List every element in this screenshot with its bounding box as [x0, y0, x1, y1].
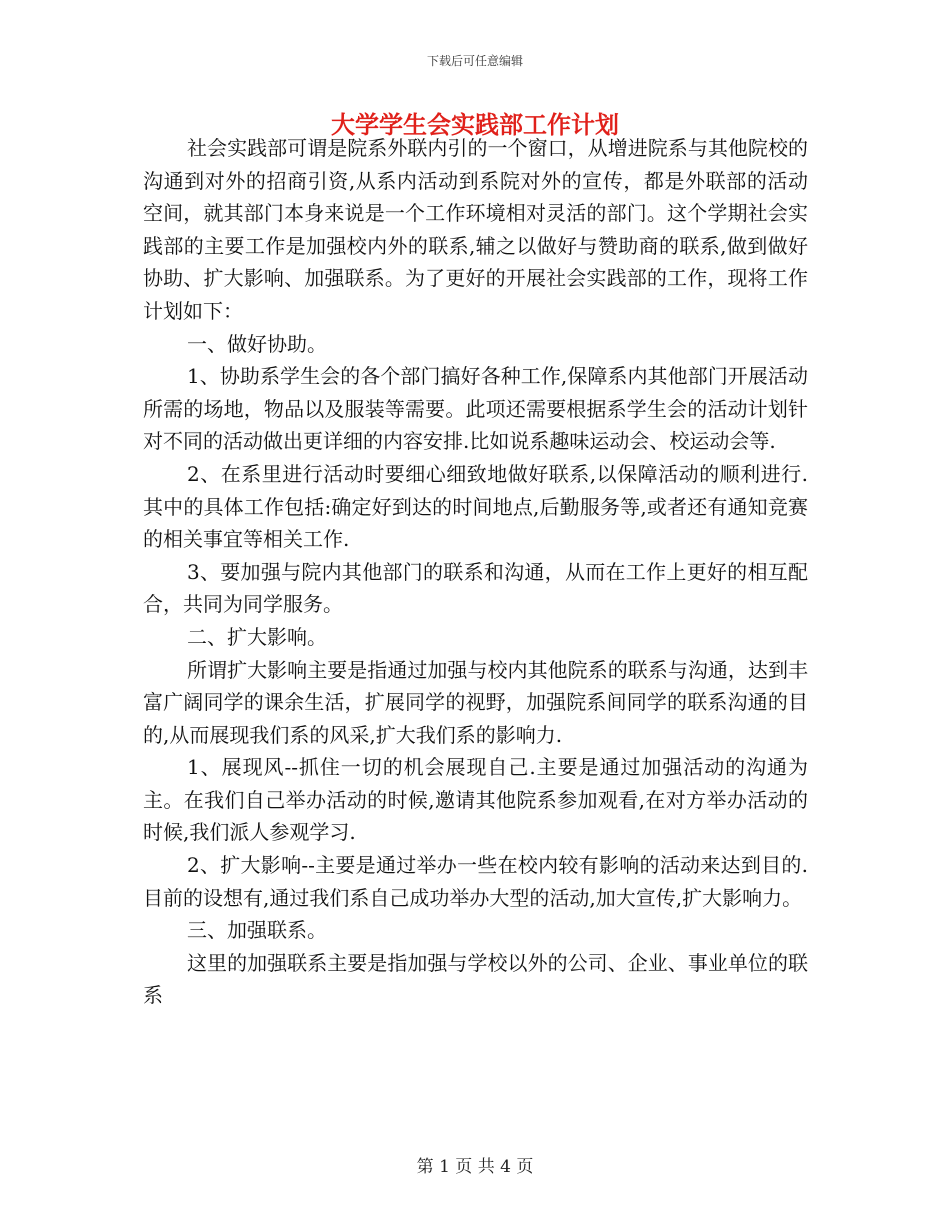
paragraph-1-1: 1、协助系学生会的各个部门搞好各种工作,保障系内其他部门开展活动所需的场地，物品以及服装等需要。此项还需要根据系学生会的活动计划针对不同的活动做出更详细的内容安排.比如说系趣味运动会、校运动会等. — [143, 364, 808, 454]
section-heading-3: 三、加强联系。 — [187, 918, 327, 943]
paragraph-3-intro: 这里的加强联系主要是指加强与学校以外的公司、企业、事业单位的联系 — [143, 950, 808, 1008]
paragraph-intro: 社会实践部可谓是院系外联内引的一个窗口，从增进院系与其他院校的沟通到对外的招商引资,从系内活动到系院对外的宣传，都是外联部的活动空间，就其部门本身来说是一个工作环境相对灵活的部门。这个学期社会实践部的主要工作是加强校内外的联系,辅之以做好与赞助商的联系,做到做好协助、扩大影响、加强联系。为了更好的开展社会实践部的工作，现将工作计划如下： — [143, 136, 808, 323]
document-body — [143, 132, 808, 1012]
document-title: 大学学生会实践部工作计划 — [331, 110, 619, 139]
section-heading-1: 一、做好协助。 — [187, 331, 327, 356]
paragraph-1-3: 3、要加强与院内其他部门的联系和沟通，从而在工作上更好的相互配合，共同为同学服务。 — [143, 559, 808, 617]
paragraph-2-1: 1、展现风--抓住一切的机会展现自己.主要是通过加强活动的沟通为主。在我们自己举办活动的时候,邀请其他院系参加观看,在对方举办活动的时候,我们派人参观学习. — [143, 755, 808, 845]
header-note: 下载后可任意编辑 — [426, 54, 523, 68]
paragraph-2-2: 2、扩大影响--主要是通过举办一些在校内较有影响的活动来达到目的.目前的设想有,通过我们系自己成功举办大型的活动,加大宣传,扩大影响力。 — [143, 853, 808, 910]
page-footer: 第 1 页 共 4 页 — [416, 1157, 534, 1177]
section-heading-2: 二、扩大影响。 — [187, 624, 327, 649]
paragraph-1-2: 2、在系里进行活动时要细心细致地做好联系,以保障活动的顺利进行.其中的具体工作包括:确定好到达的时间地点,后勤服务等,或者还有通知竞赛的相关事宜等相关工作. — [143, 461, 808, 552]
paragraph-2-intro: 所谓扩大影响主要是指通过加强与校内其他院系的联系与沟通，达到丰富广阔同学的课余生活，扩展同学的视野，加强院系间同学的联系沟通的目的,从而展现我们系的风采,扩大我们系的影响力. — [143, 657, 808, 747]
